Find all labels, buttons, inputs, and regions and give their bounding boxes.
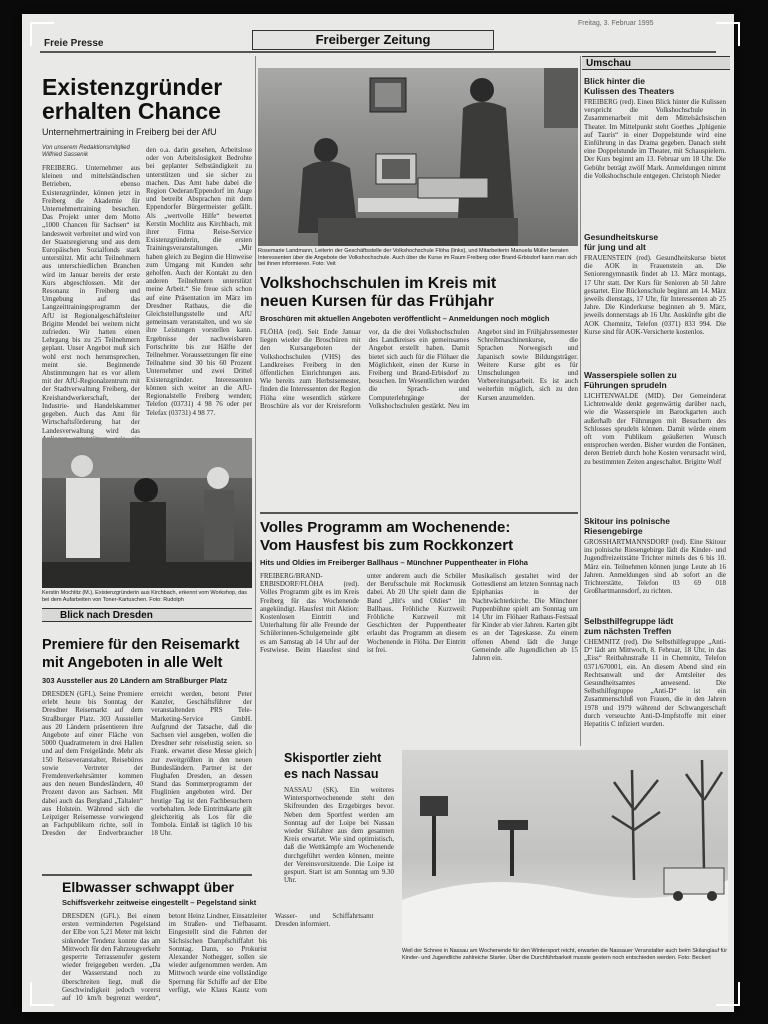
vhs-text: FLÖHA (red). Seit Ende Januar liegen wieder die Broschüren mit den Kursangeboten der Volkshochschulen (VHS) des Landkreises Freiberg in den öffentlichen Einrichtungen aus. Wie bereits zum Herbstsemester, finden die Interessenten der Region Flöha eine wesentlich stärkere Broschüre als vor der Kreisreform vor, da die drei Volkshochschulen des Landkreises ein gemeinsames Angebot erstellt haben. Damit bietet sich auch für die Flöhaer die Möglichkeit, einen der Kurse in Freiberg und Brand-Erbisdorf zu besuchen. Im Wesentlichen wurden die Sprach- und Computerlehrgänge der Volkshochschulen gestärkt. Neu im Angebot sind im Frühjahrssemester Schreibmaschinenkurse, die Sprachen Norwegisch und Japanisch sowie Bildungsträger. Weitere Kurse gibt es für Umschulungen und Vorbereitungsarbeit. Es ist auch weiterhin möglich, sich zu den Kursen anzumelden. [260,328,578,410]
snow-photo-image [402,750,728,946]
meeting-photo-image [42,438,252,588]
reise-headline-2: mit Angeboten in alle Welt [42,655,223,671]
reise-headline-1: Premiere für den Reisemarkt [42,637,240,653]
theater-text: FREIBERG (red). Einen Blick hinter die Kulissen verspricht die Volkshochschule in Zusammenarbeit mit dem Mittelsächsischen Theater. Im Mittelpunkt steht Goethes „Iphigenie auf Tauris“ in einer Doppelstunde wird eine Einführung in das Drama gegeben. Danach steht eine Doppelstunde im Theater, mit Schauspielern. Der Kurs beginnt am 13. Februar um 18 Uhr. Die Gebühr beträgt zwölf Mark. Anmeldungen nimmt die Volkshochschule entgegen. Christoph Nieder [584,98,726,180]
existenz-text-col-1: FREIBERG. Unternehmer aus kleinen und mittelständischen Betrieben, ebenso Existenzgründer, können jetzt in Freiberg die Akademie für Unternehmertraining besuchen. Das Projekt unter dem Motto „1000 Chancen für Sachsen“ ist landesweit verbreitet und wird von der Staatsregierung und aus dem Europäischen Sozialfonds stark unterstützt. Mit acht Teilnehmern aus unterschiedlichen Branchen wird im Januar bereits der erste Kurs abgeschlossen. Mit der Resonanz in Freiberg und Umgebung auf das Langzeittrainingsprogramm der AfU ist Regionalgeschäftsleiter Brigitte Mendel bei weitem nicht zufrieden. Wir hatten einen Lehrgang bis zu 25 Teilnehmern geplant. Unser Angebot muß sich wohl erst noch herumsprechen, meint sie. Beginnende Abstimmungen hat es vor allem mit der AfU-Regionalzentrum mit der Stadtverwaltung Freiberg, der Kreishandwerkerschaft, der Industrie- und Handelskammer gegeben. Auch das Amt für Wirtschaftsförderung hat der Landesverwaltung wird das [42,164,140,435]
ski-headline-1: Skisportler zieht [284,751,382,765]
theater-headline-1: Blick hinter die [584,76,645,86]
scan-corner-bottom-right [716,982,740,1006]
selbsthilfe-text: CHEMNITZ (red). Die Selbsthilfegruppe „Anti-D“ lädt am Mittwoch, 8. Februar, 18 Uhr, in das „Eiss“ Reitbahnstraße 11 in Chemnitz, Telefon 0371/670001, ein. An diesem Abend sind ein Rechtsanwalt und der Amtsleiter des Gesundheitsamtes anwesend. Die Selbsthilfegruppe „Anti-D“ ist ein Zusammenschluß von Frauen, die in den Jahren 1978 und 1979 während der Schwangerschaft durch verseuchte Anti-D-Impfstoffe mit einer Hepatitis C infiziert wurden. [584,638,726,729]
elbe-text: DRESDEN (GFL). Bei einem ersten verminderten Pegelstand der Elbe von 5,21 Meter mit leicht sinkender Tendenz konnte das am Mittwoch für den Fahrzeugverkehr gesperrte Terrassenufer gestern wieder freigegeben werden. „Da der Wasserstand noch zu überschreiten liegt, muß die Geschwindigkeit jedoch vorerst auf 10 km/h begrenzt werden“, betont Heinz Lindner, Einsatzleiter im Straßen- und Tiefbauamt. Eingestellt sind die Fahrten der Sächsischen Dampfschiffahrt bis Sonntag. Dann, so Prokurist Alexander Nothegger, sollen sie wieder aufgenommen werden. Am Mittwoch wurde eine vollständige Sperrung für Schiffe auf der Elbe verfügt, wie Klaus Kautz vom Wasser- und Schiffahrtsamt Dresden informiert. [62,912,374,1003]
ski-headline-2: es nach Nassau [284,767,379,781]
paper-title: Freiberger Zeitung [252,30,494,50]
reise-subhead: 303 Aussteller aus 20 Ländern am Straßburger Platz [42,676,228,685]
snow-photo-caption: Weil der Schnee in Nassau am Wochenende für den Wintersport reicht, erwarten die Nassauer Veranstalter auch beim Skilanglauf für Kinder- und Jugendliche zahlreiche Starter. Über die Durchführbarkeit musste gestern noch entschieden werden. Foto: Beckert [402,948,728,961]
elbe-subhead: Schiffsverkehr zeitweise eingestellt – Pegelstand sinkt [62,898,257,907]
theater-headline-2: Kulissen des Theaters [584,86,675,96]
dresden-box-title: Blick nach Dresden [42,608,252,622]
scan-corner-top-left [30,22,54,46]
wasserspiele-headline-2: Führungen sprudeln [584,380,667,390]
existenz-headline-2: erhalten Chance [42,98,221,124]
rock-rule [260,512,578,514]
meeting-photo [42,438,252,588]
selbsthilfe-headline-2: zum nächsten Treffen [584,626,672,636]
selbsthilfe-headline-1: Selbsthilfegruppe lädt [584,616,674,626]
skitour-headline-2: Riesengebirge [584,526,643,536]
skitour-headline-1: Skitour ins polnische [584,516,670,526]
existenz-byline-2: Wilfried Sassenik [42,152,88,158]
vhs-headline-2: neuen Kursen für das Frühjahr [260,293,494,310]
reise-text: DRESDEN (GFL). Seine Premiere erlebt heute bis Sonntag der Dresdner Reisemarkt auf dem Straßburger Platz. 303 Aussteller aus 20 Ländern präsentieren ihre Angebote auf einer Fläche von 5000 Quadratmetern in drei Hallen und auf dem Freigelände. Mehr als 150 Reiseveranstalter, Reisebüros sowie Vertreter der Fremdenverkehrsämter kommen aus den neuen Bundesländern, 40 Prozent davon aus Sachsen. Mit dabei auch das Bergland „Taltalen“ aus Holstein. Während sich die Leipziger Reisemesse vorwiegend an Fachpublikum richte, soll in Dresden der Endverbraucher erreicht werden, betont Peter Kanzler, Geschäftsführer der veranstaltenden PRS Tele-Marketing-Service GmbH. Aufgrund der Tatsache, daß die Sachsen viel ausgeben, wollen die Dresdner sehr reiselustig seien. so Frank. erwartet diese Messe gleich zur zweitgrößten in den neuen Bundesländern. Partner ist der Flughafen Dresden, an dessen Stand das Sommerprogramm der Fluglinien angeboten wird. Der heutige Tag ist den Fachbesuchern vorbehalten. Jede Eintrittskarte gilt gleichzeitig als Los für die Tombola. Einlaß ist täglich 10 bis 18 Uhr. [42,690,252,838]
wasserspiele-headline-1: Wasserspiele sollen zu [584,370,677,380]
column-rule-1 [255,56,256,756]
office-photo-image [258,68,578,246]
ski-text: NASSAU (SK). Ein weiteres Wintersportwochenende steht den Skifreunden des Erzgebirges bevor. Neben dem Sportfest werden am Sonntag auf der Loipe bei Nassau wieder Skifahrer aus dem gesamten Kreis erwartet. Wie sind optimistisch, daß die Wettkämpfe am Wochenende durchgeführt werden können, meinte der Vereinsvorsitzende. Die Loipe ist gespurt. Start ist am Sonntag um 9.30 Uhr. [284,786,394,885]
meeting-photo-caption: Kerstin Mochlitz (M.), Existenzgründerin aus Kirchbach, erkennt vom Workshop, das bei dem Aufarbeiten von Toner-Kartuschen. Foto: Rudolph [42,590,248,603]
office-photo-caption: Rosemarie Landmann, Leiterin der Geschäftsstelle der Volkshochschule Flöha (links), und Mitarbeiterin Manuela Müller beraten Interessenten über die Angebote der Volkshochschule. Auch über die Kurse im Raum Freiberg oder Brand-Erbisdorf kann man sich bei ihnen informieren. Foto: Veit [258,248,578,268]
column-rule-2 [580,56,581,746]
section-label: Freie Presse [44,38,104,49]
rock-headline-1: Volles Programm am Wochenende: [260,519,511,536]
scan-corner-bottom-left [30,982,54,1006]
rock-text: FREIBERG/BRAND-ERBISDORF/FLÖHA (red). Volles Programm gibt es im Kreis Freiberg für das Wochenende angekündigt. Hausfest mit Aktion: Kostenlosen Eintritt und Unterhaltung für alle Freunde der Schülerinnen-Schulgemeinde gibt es am Samstag ab 14 Uhr auf der Festwiese. Beim Hausfest sind unter anderem auch die Schüler der Berufsschule mit Rockmusik dabei. Ab 20 Uhr spielt dann die Band „Hit's und Oldies“ im Ballhaus. Fröhliche Kurzweil: Fröhliche Kurzweil mit Geschichten der Puppentheater erlaubt das Programm an diesem Wochenende in Flöha. Der Eintritt ist frei. [260,572,466,654]
gesundheit-headline-1: Gesundheitskurse [584,232,659,242]
masthead-rule [40,51,716,53]
elbe-headline: Elbwasser schwappt über [62,879,234,895]
rock-text-2: Musikalisch gestaltet wird der Gottesdienst am letzten Sonntag nach Epiphanias in der Nachtwächterkirche. Die Münchner Puppenbühne spielt am Sonntag um 14 Uhr im Flöhaer Rathaus-Festsaal für Kinder ab vier Jahren. Karten gibt es an der Tageskasse. Zu einem offenen Abend lädt die Junge Gemeinde alle Jugendlichen ab 15 Jahren ein. [472,572,578,663]
snow-photo [402,750,728,946]
vhs-subhead: Broschüren mit aktuellen Angeboten veröffentlicht – Anmeldungen noch möglich [260,314,550,323]
office-photo [258,68,578,246]
newspaper-page [22,14,734,1012]
existenz-subhead: Unternehmertraining in Freiberg bei der AfU [42,127,217,137]
existenz-byline-1: Von unserem Redaktionsmitglied [42,145,130,151]
skitour-text: GROSSHARTMANNSDORF (red). Eine Skitour ins polnische Riesengebirge lädt die Kinder- und Jugendfreizeitstätte Trichter mittels des 6 bis 10. März ein. Teilnehmen können junge Leute ab 16 Jahren. Anmeldungen sind ab sofort an die Trichterstätte, Telefon 03 69 018 Großhartmannsdorf, zu richten. [584,538,726,596]
elbe-rule [42,874,252,876]
gesundheit-headline-2: für jung und alt [584,242,646,252]
umschau-title: Umschau [582,56,730,70]
rock-headline-2: Vom Hausfest bis zum Rockkonzert [260,537,514,554]
gesundheit-text: FRAUENSTEIN (red). Gesundheitskurse bietet die AOK in Frauenstein an. Die Seniorengymnastik findet ab 13. März montags, 17 Uhr statt. Der Kurs für Senioren ab 50 Jahre gestartet. Eine Rückenschule beginnt am 14. März jeweils dienstags, 17 Uhr, für Interessenten ab 25 Jahre. Die Kinderkurse beginnen ab 9. März, jeweils donnerstags ab 16 Uhr. Auskünfte gibt die AOK Chemnitz, Telefon (0371) 833 994. Die Kurse sind für AOK-Versicherte kostenlos. [584,254,726,336]
issue-date: Freitag, 3. Februar 1995 [578,20,654,27]
wasserspiele-text: LICHTENWALDE (MID). Der Gemeinderat Lichtenwalde denkt gegenwärtig darüber nach, wie die Wasserspiele im Barockgarten auch außerhalb der Führungen mit Besuchern des Schlosses sprudeln können. Damit würde einem oft vom Publikum geäußerten Wunsch entsprochen werden. Bisher wurden die Fontänen, deren Betrieb durch hohe Kosten verursacht wird, zu bestimmten Zeiten angeschaltet. Brigitte Wolf [584,392,726,466]
existenz-headline-1: Existenzgründer [42,74,223,100]
scan-corner-top-right [716,22,740,46]
rock-subhead: Hits und Oldies im Freiberger Ballhaus – Münchner Puppentheater in Flöha [260,558,528,567]
existenz-text-col-2: den o.a. darin gesehen, Arbeitslose oder von Arbeitslosigkeit Bedrohte bei geplanter Selbständigkeit zu unterstützen und sie sicher zu machen. Das Amt habe dabei die Region Oederan/Eppendorf im Auge und betreibt Absprachen mit dem Eppendorfer Bürgermeister gefällt. Als „wertvolle Hilfe“ bewertet Kerstin Mochlitz aus Kirchbach, mit ihrer Firma Reise-Service Existenzgründerin, die ersten Trainingsveranstaltungen. „Mir haben gleich zu Beginn die Hinweise zum Umgang mit Kunden sehr geholfen. Auch der Kontakt zu den anderen Teilnehmern unterstützt meine Arbeit.“ Sie freue sich schon auf eine Präsentation im März im Dresdner Rathaus, die die Gleichstellungsstelle und AfU gemeinsam veranstalten, und wo sie ihre Leistungen vorstellen kann. Ergebnisse der nachweisbaren Fortschritte bis zur Hälfte der Teilnehmer. Voraussetzungen für eine Teilnahme sind 30 bis 60 Prozent Unternehmer und zwei Drittel Existenzgründer. Interessenten können sich weiter an die AfU-Regionalstelle Freiberg wenden; Telefon (03731) 4 98 76 oder per Telefax (03731) 4 98 77. [146,146,252,417]
vhs-headline-1: Volkshochschulen im Kreis mit [260,275,497,292]
